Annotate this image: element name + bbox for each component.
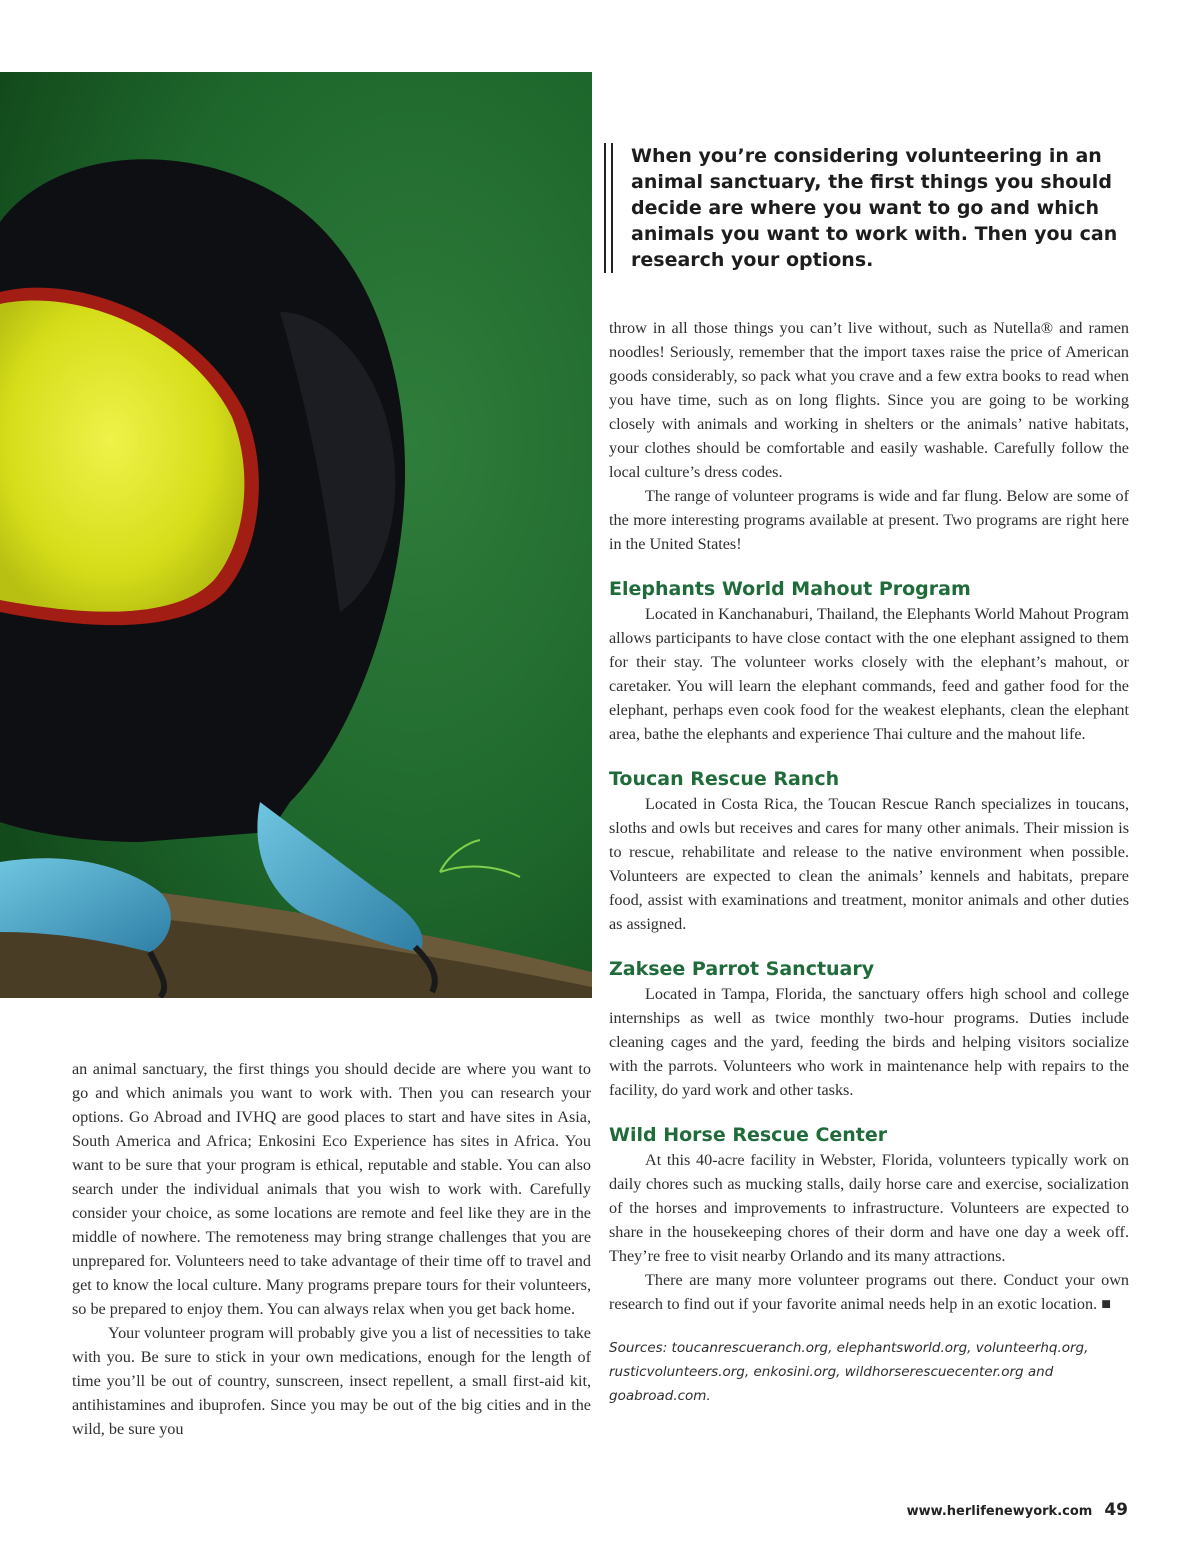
left-column (72, 1057, 591, 1441)
pull-quote (604, 143, 1161, 273)
page-number: 49 (1104, 1500, 1128, 1520)
left-paragraph-1: an animal sanctuary, the first things you should decide are where you want to go and which animals you want to work with. Then you can research your options. Go Abroad and IVHQ are good places to start and have sites in Asia, South America and Africa; Enkosini Eco Experience has sites in Africa. You want to be sure that your program is ethical, reputable and stable. You can also search under the individual animals that you wish to work with. Carefully consider your choice, as some locations are remote and feel like they are in the middle of nowhere. The remoteness may bring strange challenges that you are unprepared for. Volunteers need to take advantage of their time off to travel and get to know the local culture. Many programs prepare tours for their volunteers, so be prepared to enjoy them. You can always relax when you get back home. (72, 1060, 591, 1318)
left-paragraph-2: Your volunteer program will probably give you a list of necessities to take with you. Be sure to stick in your own medications, enough for the length of time you’ll be out of country, sunscreen, insect repellent, a small first-aid kit, antihistamines and ibuprofen. Since you may be out of the big cities and in the wild, be sure you (72, 1324, 591, 1438)
right-column (609, 316, 1129, 1408)
toucan-photo (0, 72, 592, 998)
section-heading-elephants: Elephants World Mahout Program (609, 578, 971, 600)
section-body-toucan: Located in Costa Rica, the Toucan Rescue Ranch specializes in toucans, sloths and owls but receives and cares for many other animals. Their mission is to rescue, rehabilitate and release to the native environment when possible. Volunteers are expected to clean the animals’ kennels and habitats, prepare food, assist with examinations and treatment, monitor animals and other duties as assigned. (609, 795, 1129, 933)
sources-note: Sources: toucanrescueranch.org, elephantsworld.org, volunteerhq.org, rusticvolunteers.org, enkosini.org, wildhorserescuecenter.org and goabroad.com. (609, 1340, 1089, 1404)
pull-quote-text: When you’re considering volunteering in an animal sanctuary, the first things you should decide are where you want to go and which animals you want to work with. Then you can research your options. (631, 145, 1118, 271)
section-body-wild-horse: At this 40-acre facility in Webster, Florida, volunteers typically work on daily chores such as mucking stalls, daily horse care and exercise, socialization of the horses and improvements to infrastructure. Volunteers are expected to share in the housekeeping chores of their dorm and have one day a week off. They’re free to visit nearby Orlando and its many attractions. (609, 1151, 1129, 1265)
footer-url: www.herlifenewyork.com (906, 1504, 1093, 1519)
section-heading-toucan: Toucan Rescue Ranch (609, 768, 840, 790)
section-body-elephants: Located in Kanchanaburi, Thailand, the Elephants World Mahout Program allows participants to have close contact with the one elephant assigned to them for their stay. The volunteer works closely with the elephant’s mahout, or caretaker. You will learn the elephant commands, feed and gather food for the elephant, perhaps even cook food for the weakest elephants, clean the elephant area, bathe the elephants and experience Thai culture and the mahout life. (609, 605, 1129, 743)
section-heading-wild-horse: Wild Horse Rescue Center (609, 1124, 888, 1146)
right-paragraph-1: throw in all those things you can’t live without, such as Nutella® and ramen noodles! Seriously, remember that the import taxes raise the price of American goods considerably, so pack what you crave and a few extra books to read when you have time, such as on long flights. Since you are going to be working closely with animals and working in shelters or the animals’ native habitats, your clothes should be comfortable and easily washable. Carefully follow the local culture’s dress codes. (609, 319, 1129, 481)
right-paragraph-2: The range of volunteer programs is wide and far flung. Below are some of the more interesting programs available at present. Two programs are right here in the United States! (609, 487, 1129, 553)
section-heading-zaksee: Zaksee Parrot Sanctuary (609, 958, 875, 980)
closing-paragraph: There are many more volunteer programs out there. Conduct your own research to find out if your favorite animal needs help in an exotic location. ■ (609, 1271, 1129, 1313)
section-body-zaksee: Located in Tampa, Florida, the sanctuary offers high school and college internships as well as twice monthly two-hour programs. Duties include cleaning cages and the yard, feeding the birds and helping visitors socialize with the parrots. Volunteers who work in maintenance help with repairs to the facility, do yard work and other tasks. (609, 985, 1129, 1099)
page-footer (907, 1500, 1128, 1520)
pull-quote-bars (604, 143, 613, 273)
